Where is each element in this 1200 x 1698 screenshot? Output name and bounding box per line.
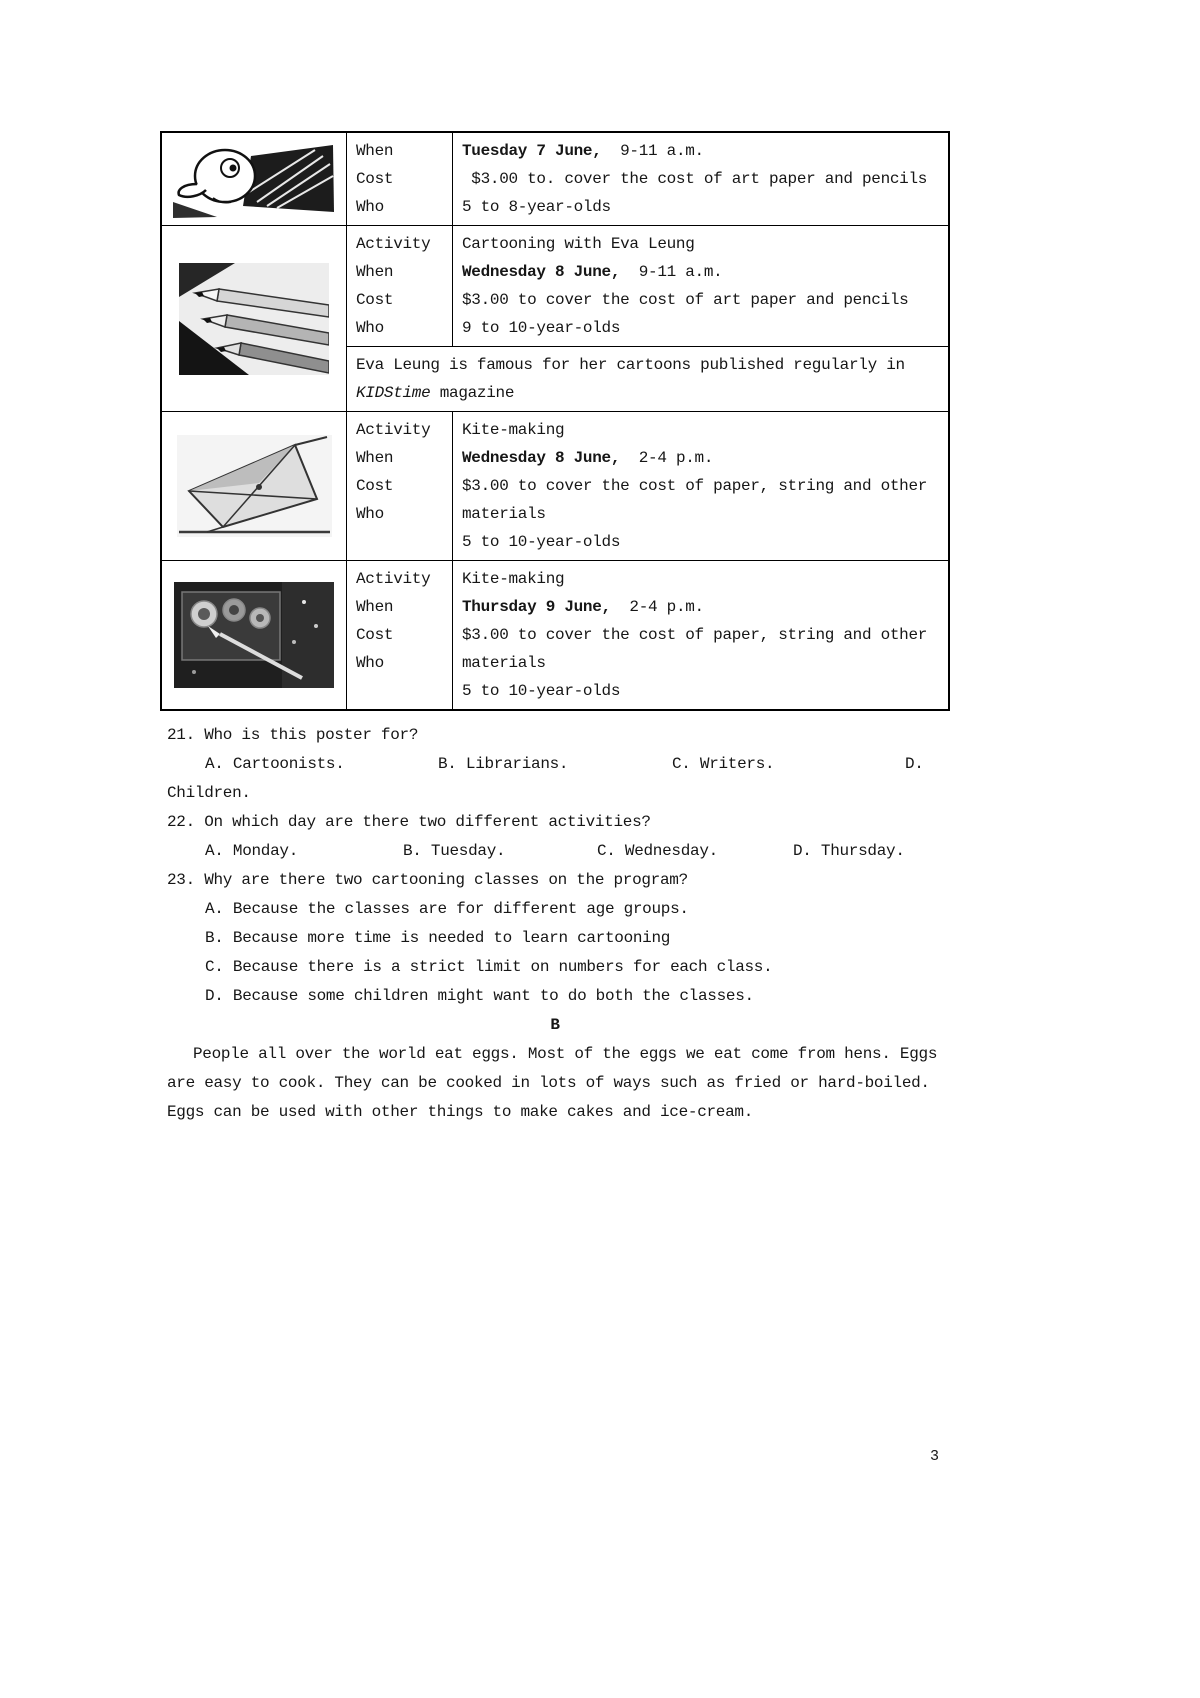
question-22: 22. On which day are there two different activities? — [167, 813, 651, 831]
when-time: 2-4 p.m. — [610, 598, 704, 616]
field-label: Cost — [356, 477, 394, 495]
table-row — [162, 226, 948, 412]
page-content — [160, 131, 950, 1127]
question-21-option-d-wrap: Children. — [167, 784, 251, 802]
kite-icon — [177, 435, 332, 537]
option-d: D. — [905, 755, 924, 773]
option-b: B. Librarians. — [438, 755, 569, 773]
label-column — [347, 561, 453, 709]
activity-value: Kite-making — [462, 570, 565, 588]
row-fields — [347, 412, 948, 560]
note-line: Eva Leung is famous for her cartoons published regularly in — [356, 356, 905, 374]
question-22-options — [160, 837, 950, 866]
label-column — [347, 133, 453, 225]
value-column — [453, 412, 948, 560]
option-a: A. Monday. — [205, 842, 299, 860]
cost-value: $3.00 to. cover the cost of art paper and pencils — [462, 170, 928, 188]
when-date: Tuesday 7 June, — [462, 142, 602, 160]
option-c: C. Wednesday. — [597, 842, 718, 860]
table-row — [162, 561, 948, 709]
field-label: Cost — [356, 170, 394, 188]
when-value — [462, 258, 944, 286]
when-value — [462, 137, 944, 165]
who-value: 5 to 10-year-olds — [462, 533, 621, 551]
when-date: Wednesday 8 June, — [462, 449, 621, 467]
question-21: 21. Who is this poster for? — [167, 726, 419, 744]
option-a: A. Because the classes are for different age groups. — [205, 900, 689, 918]
when-date: Thursday 9 June, — [462, 598, 611, 616]
field-label: Who — [356, 319, 384, 337]
when-time: 9-11 a.m. — [601, 142, 704, 160]
who-value: 5 to 8-year-olds — [462, 198, 611, 216]
art-supplies-image — [162, 561, 347, 709]
cost-value: $3.00 to cover the cost of paper, string and other — [462, 477, 928, 495]
cartoon-duck-image — [162, 133, 347, 225]
note-line — [356, 379, 940, 407]
kite-image — [162, 412, 347, 560]
option-b: B. Because more time is needed to learn cartooning — [205, 929, 671, 947]
passage-line: are easy to cook. They can be cooked in lots of ways such as fried or hard-boiled. — [167, 1074, 930, 1092]
page-number: 3 — [930, 1448, 939, 1465]
when-time: 2-4 p.m. — [620, 449, 714, 467]
cartoon-duck-icon — [173, 140, 335, 218]
pencils-image — [162, 226, 347, 411]
cost-value-cont: materials — [462, 505, 546, 523]
field-label: Cost — [356, 291, 394, 309]
who-value: 5 to 10-year-olds — [462, 682, 621, 700]
who-value: 9 to 10-year-olds — [462, 319, 621, 337]
passage-line: People all over the world eat eggs. Most of the eggs we eat come from hens. Eggs — [193, 1045, 938, 1063]
eva-leung-note — [347, 346, 948, 411]
pencils-icon — [179, 263, 329, 375]
field-label: Who — [356, 198, 384, 216]
option-c: C. Writers. — [672, 755, 775, 773]
row-fields — [347, 226, 948, 411]
questions-section — [160, 721, 950, 1127]
when-date: Wednesday 8 June, — [462, 263, 621, 281]
option-b: B. Tuesday. — [403, 842, 506, 860]
field-label: Cost — [356, 626, 394, 644]
row-fields — [347, 561, 948, 709]
value-column — [453, 226, 948, 346]
option-a: A. Cartoonists. — [205, 755, 345, 773]
field-label: When — [356, 263, 394, 281]
option-d: D. Thursday. — [793, 842, 905, 860]
field-label: When — [356, 598, 394, 616]
art-supplies-icon — [174, 582, 334, 688]
table-row — [162, 412, 948, 561]
section-b-header: B — [550, 1016, 560, 1034]
magazine-name: KIDStime — [356, 384, 431, 402]
cost-value: $3.00 to cover the cost of paper, string and other — [462, 626, 928, 644]
field-label: When — [356, 142, 394, 160]
question-23: 23. Why are there two cartooning classes on the program? — [167, 871, 688, 889]
note-rest: magazine — [430, 384, 515, 402]
when-time: 9-11 a.m. — [620, 263, 723, 281]
cost-value-cont: materials — [462, 654, 546, 672]
value-column — [453, 561, 948, 709]
field-label: Activity — [356, 570, 431, 588]
when-value — [462, 444, 944, 472]
question-21-options — [160, 750, 950, 779]
row-fields — [347, 133, 948, 225]
passage-line: Eggs can be used with other things to make cakes and ice-cream. — [167, 1103, 753, 1121]
field-label: Who — [356, 505, 384, 523]
field-label: Who — [356, 654, 384, 672]
field-label: Activity — [356, 421, 431, 439]
value-column — [453, 133, 948, 225]
activity-value: Cartooning with Eva Leung — [462, 235, 695, 253]
field-label: When — [356, 449, 394, 467]
label-column — [347, 226, 453, 346]
activity-value: Kite-making — [462, 421, 565, 439]
field-label: Activity — [356, 235, 431, 253]
when-value — [462, 593, 944, 621]
poster-table — [160, 131, 950, 711]
label-column — [347, 412, 453, 560]
cost-value: $3.00 to cover the cost of art paper and pencils — [462, 291, 909, 309]
table-row — [162, 133, 948, 226]
option-c: C. Because there is a strict limit on numbers for each class. — [205, 958, 773, 976]
option-d: D. Because some children might want to do both the classes. — [205, 987, 754, 1005]
